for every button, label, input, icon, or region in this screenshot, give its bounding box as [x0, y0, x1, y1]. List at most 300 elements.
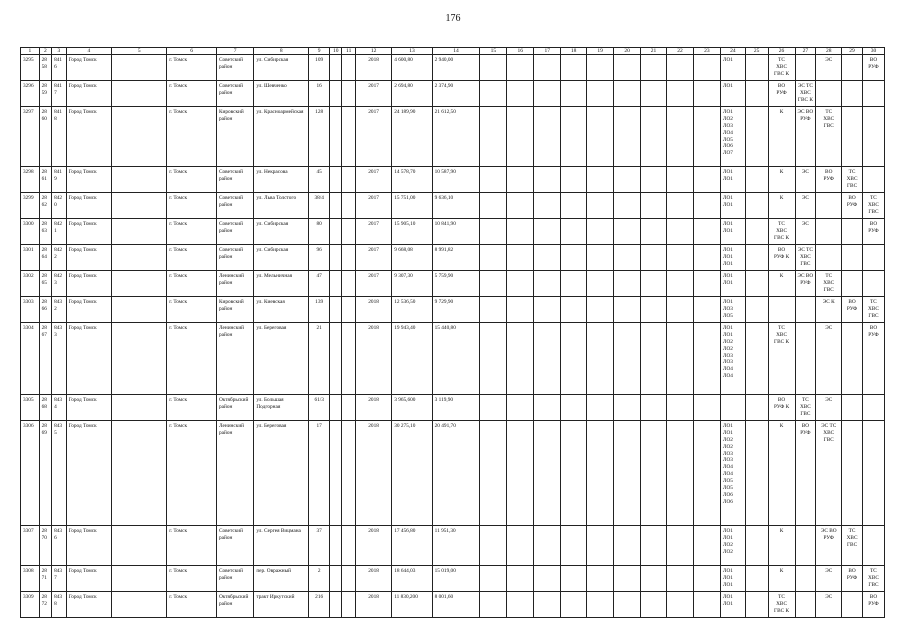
cell-col-1: 3296	[21, 81, 40, 107]
cell-col-30: ТС ХВС ГВС	[862, 566, 884, 592]
cell-col-15	[480, 55, 507, 81]
cell-col-17	[534, 323, 561, 395]
cell-col-8: пер. Овражный	[254, 566, 309, 592]
cell-col-18	[561, 271, 587, 297]
cell-col-1: 3301	[21, 245, 40, 271]
table-row	[21, 395, 885, 421]
cell-col-25	[745, 245, 768, 271]
cell-col-10	[330, 592, 342, 618]
cell-col-22	[666, 297, 693, 323]
cell-col-8: ул. Красноармейская	[254, 107, 309, 167]
table-row	[21, 421, 885, 526]
cell-col-21	[641, 421, 667, 526]
cell-col-26: ВО РУФ К	[768, 245, 795, 271]
cell-col-12: 2018	[355, 592, 391, 618]
cell-col-10	[330, 193, 342, 219]
cell-col-18	[561, 167, 587, 193]
cell-col-13: 4 600,80	[392, 55, 432, 81]
cell-col-26	[768, 297, 795, 323]
cell-col-14: 8 991,82	[432, 245, 480, 271]
column-header-9: 9	[309, 48, 330, 55]
cell-col-15	[480, 107, 507, 167]
cell-col-14: 3 119,90	[432, 395, 480, 421]
cell-col-24: ЛО1	[720, 55, 745, 81]
cell-col-13: 18 644,03	[392, 566, 432, 592]
cell-col-5	[112, 271, 167, 297]
cell-col-5	[112, 395, 167, 421]
cell-col-24: ЛО1 ЛО1 ЛО2 ЛО2	[720, 526, 745, 566]
cell-col-17	[534, 566, 561, 592]
cell-col-4: Город Томск	[66, 323, 112, 395]
cell-col-11	[342, 81, 355, 107]
cell-col-15	[480, 81, 507, 107]
cell-col-28	[816, 219, 842, 245]
cell-col-8: ул. Некрасова	[254, 167, 309, 193]
cell-col-24: ЛО1 ЛО1	[720, 167, 745, 193]
cell-col-19	[587, 297, 614, 323]
cell-col-15	[480, 245, 507, 271]
cell-col-27: ТС ХВС ГВС	[795, 395, 816, 421]
cell-col-22	[666, 55, 693, 81]
column-header-17: 17	[534, 48, 561, 55]
cell-col-12: 2018	[355, 566, 391, 592]
column-header-6: 6	[167, 48, 217, 55]
cell-col-17	[534, 297, 561, 323]
cell-col-14: 10 587,90	[432, 167, 480, 193]
cell-col-4: Город Томск	[66, 421, 112, 526]
cell-col-18	[561, 526, 587, 566]
cell-col-26: К	[768, 193, 795, 219]
cell-col-27	[795, 323, 816, 395]
cell-col-27: ЭС ТС ХВС ГВС	[795, 245, 816, 271]
cell-col-7: Кировский район	[216, 297, 253, 323]
cell-col-27	[795, 526, 816, 566]
cell-col-17	[534, 592, 561, 618]
cell-col-3: 8436	[52, 526, 67, 566]
cell-col-25	[745, 167, 768, 193]
cell-col-7: Советский район	[216, 566, 253, 592]
cell-col-21	[641, 167, 667, 193]
cell-col-20	[614, 167, 641, 193]
cell-col-2: 2863	[39, 219, 51, 245]
cell-col-5	[112, 592, 167, 618]
cell-col-16	[507, 81, 534, 107]
cell-col-12: 2018	[355, 323, 391, 395]
cell-col-26: ТС ХВС ГВС К	[768, 323, 795, 395]
cell-col-3: 8433	[52, 323, 67, 395]
column-header-7: 7	[216, 48, 253, 55]
cell-col-10	[330, 271, 342, 297]
cell-col-16	[507, 395, 534, 421]
cell-col-30: ТС ХВС ГВС	[862, 193, 884, 219]
cell-col-4: Город Томск	[66, 271, 112, 297]
cell-col-14: 2 940,00	[432, 55, 480, 81]
cell-col-24: ЛО1 ЛО1	[720, 271, 745, 297]
cell-col-4: Город Томск	[66, 297, 112, 323]
cell-col-7: Кировский район	[216, 107, 253, 167]
column-header-16: 16	[507, 48, 534, 55]
cell-col-15	[480, 297, 507, 323]
cell-col-17	[534, 421, 561, 526]
column-header-18: 18	[561, 48, 587, 55]
cell-col-7: Советский район	[216, 81, 253, 107]
column-header-4: 4	[66, 48, 112, 55]
cell-col-27	[795, 55, 816, 81]
cell-col-19	[587, 107, 614, 167]
cell-col-29: ТС ХВС ГВС	[842, 526, 863, 566]
cell-col-23	[693, 167, 720, 193]
cell-col-11	[342, 271, 355, 297]
cell-col-25	[745, 271, 768, 297]
cell-col-14: 10 841,90	[432, 219, 480, 245]
cell-col-24: ЛО1 ЛО1 ЛО1	[720, 245, 745, 271]
cell-col-30	[862, 526, 884, 566]
table-row	[21, 55, 885, 81]
cell-col-22	[666, 167, 693, 193]
cell-col-16	[507, 526, 534, 566]
cell-col-30: ВО РУФ	[862, 592, 884, 618]
cell-col-30: ВО РУФ	[862, 55, 884, 81]
cell-col-8: ул. Мельничная	[254, 271, 309, 297]
table-row	[21, 245, 885, 271]
cell-col-2: 2868	[39, 395, 51, 421]
cell-col-20	[614, 193, 641, 219]
cell-col-19	[587, 421, 614, 526]
cell-col-28: ТС ХВС ГВС	[816, 271, 842, 297]
cell-col-5	[112, 55, 167, 81]
cell-col-17	[534, 271, 561, 297]
cell-col-24: ЛО1 ЛО3 ЛО5	[720, 297, 745, 323]
cell-col-8: ул. Сибирская	[254, 55, 309, 81]
cell-col-29: ВО РУФ	[842, 297, 863, 323]
cell-col-29	[842, 421, 863, 526]
cell-col-15	[480, 592, 507, 618]
cell-col-25	[745, 81, 768, 107]
cell-col-29	[842, 107, 863, 167]
cell-col-15	[480, 271, 507, 297]
cell-col-11	[342, 55, 355, 81]
cell-col-19	[587, 526, 614, 566]
cell-col-14: 2 374,90	[432, 81, 480, 107]
cell-col-2: 2866	[39, 297, 51, 323]
cell-col-24: ЛО1	[720, 81, 745, 107]
cell-col-27	[795, 297, 816, 323]
cell-col-8: ул. Сибирская	[254, 219, 309, 245]
cell-col-13: 2 694,80	[392, 81, 432, 107]
cell-col-17	[534, 55, 561, 81]
cell-col-19	[587, 193, 614, 219]
cell-col-28: ТС ХВС ГВС	[816, 107, 842, 167]
cell-col-3: 8437	[52, 566, 67, 592]
cell-col-27: ЭС	[795, 193, 816, 219]
cell-col-19	[587, 81, 614, 107]
cell-col-21	[641, 297, 667, 323]
cell-col-16	[507, 566, 534, 592]
cell-col-20	[614, 107, 641, 167]
cell-col-7: Советский район	[216, 193, 253, 219]
cell-col-25	[745, 219, 768, 245]
cell-col-3: 8432	[52, 297, 67, 323]
cell-col-29: ТС ХВС ГВС	[842, 167, 863, 193]
cell-col-8: тракт Иркутский	[254, 592, 309, 618]
cell-col-22	[666, 219, 693, 245]
cell-col-14: 11 951,30	[432, 526, 480, 566]
cell-col-10	[330, 526, 342, 566]
cell-col-21	[641, 193, 667, 219]
cell-col-21	[641, 219, 667, 245]
column-header-14: 14	[432, 48, 480, 55]
cell-col-30	[862, 421, 884, 526]
cell-col-25	[745, 55, 768, 81]
cell-col-12: 2017	[355, 81, 391, 107]
cell-col-25	[745, 526, 768, 566]
cell-col-10	[330, 323, 342, 395]
cell-col-12: 2018	[355, 55, 391, 81]
cell-col-1: 3297	[21, 107, 40, 167]
cell-col-17	[534, 167, 561, 193]
cell-col-8: ул. Шевченко	[254, 81, 309, 107]
cell-col-1: 3303	[21, 297, 40, 323]
cell-col-19	[587, 271, 614, 297]
cell-col-28: ЭС К	[816, 297, 842, 323]
cell-col-2: 2870	[39, 526, 51, 566]
cell-col-9: 21	[309, 323, 330, 395]
cell-col-10	[330, 566, 342, 592]
cell-col-28: ВО РУФ	[816, 167, 842, 193]
cell-col-4: Город Томск	[66, 219, 112, 245]
cell-col-11	[342, 107, 355, 167]
cell-col-17	[534, 219, 561, 245]
cell-col-3: 8417	[52, 81, 67, 107]
table-row	[21, 526, 885, 566]
cell-col-20	[614, 592, 641, 618]
cell-col-13: 11 830,200	[392, 592, 432, 618]
cell-col-23	[693, 297, 720, 323]
cell-col-20	[614, 323, 641, 395]
cell-col-27	[795, 592, 816, 618]
cell-col-17	[534, 107, 561, 167]
cell-col-7: Советский район	[216, 55, 253, 81]
cell-col-7: Ленинский район	[216, 323, 253, 395]
cell-col-10	[330, 107, 342, 167]
table-row	[21, 297, 885, 323]
cell-col-11	[342, 566, 355, 592]
cell-col-7: Советский район	[216, 219, 253, 245]
register-table	[20, 47, 885, 618]
cell-col-5	[112, 526, 167, 566]
cell-col-9: 96	[309, 245, 330, 271]
cell-col-28: ЭС ВО РУФ	[816, 526, 842, 566]
cell-col-4: Город Томск	[66, 526, 112, 566]
cell-col-29: ВО РУФ	[842, 193, 863, 219]
cell-col-14: 15 019,00	[432, 566, 480, 592]
cell-col-21	[641, 245, 667, 271]
cell-col-25	[745, 592, 768, 618]
column-header-27: 27	[795, 48, 816, 55]
cell-col-14: 5 759,90	[432, 271, 480, 297]
cell-col-17	[534, 193, 561, 219]
cell-col-22	[666, 323, 693, 395]
cell-col-29	[842, 245, 863, 271]
cell-col-20	[614, 55, 641, 81]
cell-col-5	[112, 566, 167, 592]
column-header-19: 19	[587, 48, 614, 55]
cell-col-15	[480, 323, 507, 395]
cell-col-6: г. Томск	[167, 421, 217, 526]
cell-col-18	[561, 592, 587, 618]
column-header-10: 10	[330, 48, 342, 55]
cell-col-16	[507, 592, 534, 618]
cell-col-24: ЛО1 ЛО1	[720, 592, 745, 618]
cell-col-23	[693, 193, 720, 219]
column-header-5: 5	[112, 48, 167, 55]
cell-col-22	[666, 271, 693, 297]
cell-col-7: Ленинский район	[216, 421, 253, 526]
cell-col-10	[330, 81, 342, 107]
cell-col-29	[842, 81, 863, 107]
cell-col-16	[507, 55, 534, 81]
cell-col-5	[112, 193, 167, 219]
cell-col-30	[862, 167, 884, 193]
cell-col-7: Ленинский район	[216, 271, 253, 297]
cell-col-10	[330, 421, 342, 526]
cell-col-30: ВО РУФ	[862, 323, 884, 395]
cell-col-19	[587, 323, 614, 395]
cell-col-7: Советский район	[216, 245, 253, 271]
cell-col-13: 14 578,70	[392, 167, 432, 193]
cell-col-21	[641, 55, 667, 81]
cell-col-20	[614, 526, 641, 566]
cell-col-28: ЭС	[816, 592, 842, 618]
cell-col-11	[342, 526, 355, 566]
cell-col-18	[561, 566, 587, 592]
cell-col-8: ул. Льва Толстого	[254, 193, 309, 219]
cell-col-6: г. Томск	[167, 245, 217, 271]
cell-col-26: ТС ХВС ГВС К	[768, 592, 795, 618]
cell-col-24: ЛО1 ЛО2 ЛО3 ЛО4 ЛО5 ЛО6 ЛО7	[720, 107, 745, 167]
cell-col-10	[330, 297, 342, 323]
cell-col-15	[480, 193, 507, 219]
cell-col-19	[587, 219, 614, 245]
cell-col-18	[561, 395, 587, 421]
cell-col-21	[641, 323, 667, 395]
cell-col-9: 16	[309, 81, 330, 107]
cell-col-6: г. Томск	[167, 323, 217, 395]
cell-col-4: Город Томск	[66, 107, 112, 167]
column-header-11: 11	[342, 48, 355, 55]
cell-col-2: 2859	[39, 81, 51, 107]
cell-col-11	[342, 323, 355, 395]
cell-col-2: 2872	[39, 592, 51, 618]
cell-col-2: 2862	[39, 193, 51, 219]
cell-col-21	[641, 526, 667, 566]
column-header-25: 25	[745, 48, 768, 55]
cell-col-19	[587, 167, 614, 193]
cell-col-24: ЛО1 ЛО1 ЛО1	[720, 566, 745, 592]
column-header-29: 29	[842, 48, 863, 55]
column-header-23: 23	[693, 48, 720, 55]
cell-col-23	[693, 81, 720, 107]
cell-col-22	[666, 566, 693, 592]
cell-col-2: 2860	[39, 107, 51, 167]
cell-col-6: г. Томск	[167, 592, 217, 618]
cell-col-8: ул. Большая Подгорная	[254, 395, 309, 421]
cell-col-17	[534, 526, 561, 566]
cell-col-28: ЭС ТС ХВС ГВС	[816, 421, 842, 526]
cell-col-23	[693, 395, 720, 421]
table-row	[21, 107, 885, 167]
cell-col-1: 3300	[21, 219, 40, 245]
cell-col-26: ВО РУФ	[768, 81, 795, 107]
cell-col-16	[507, 219, 534, 245]
cell-col-8: ул. Береговая	[254, 421, 309, 526]
cell-col-7: Советский район	[216, 167, 253, 193]
cell-col-24: ЛО1 ЛО1	[720, 219, 745, 245]
cell-col-12: 2017	[355, 167, 391, 193]
cell-col-2: 2867	[39, 323, 51, 395]
cell-col-13: 24 189,90	[392, 107, 432, 167]
cell-col-26: К	[768, 421, 795, 526]
cell-col-17	[534, 395, 561, 421]
cell-col-21	[641, 395, 667, 421]
cell-col-11	[342, 297, 355, 323]
cell-col-10	[330, 167, 342, 193]
cell-col-4: Город Томск	[66, 81, 112, 107]
cell-col-30	[862, 107, 884, 167]
cell-col-1: 3302	[21, 271, 40, 297]
cell-col-4: Город Томск	[66, 566, 112, 592]
cell-col-19	[587, 55, 614, 81]
cell-col-27: ЭС ВО РУФ	[795, 107, 816, 167]
cell-col-21	[641, 271, 667, 297]
cell-col-30	[862, 245, 884, 271]
cell-col-27: ЭС ТС ХВС ГВС К	[795, 81, 816, 107]
cell-col-9: 38/4	[309, 193, 330, 219]
cell-col-3: 8435	[52, 421, 67, 526]
cell-col-23	[693, 55, 720, 81]
column-header-20: 20	[614, 48, 641, 55]
cell-col-5	[112, 81, 167, 107]
cell-col-6: г. Томск	[167, 297, 217, 323]
cell-col-27: ЭС	[795, 219, 816, 245]
cell-col-6: г. Томск	[167, 526, 217, 566]
cell-col-12: 2017	[355, 193, 391, 219]
cell-col-3: 8416	[52, 55, 67, 81]
cell-col-21	[641, 592, 667, 618]
cell-col-28: ЭС	[816, 323, 842, 395]
column-header-22: 22	[666, 48, 693, 55]
cell-col-3: 8423	[52, 271, 67, 297]
cell-col-16	[507, 167, 534, 193]
cell-col-21	[641, 107, 667, 167]
cell-col-11	[342, 421, 355, 526]
cell-col-22	[666, 193, 693, 219]
cell-col-19	[587, 395, 614, 421]
cell-col-23	[693, 592, 720, 618]
cell-col-9: 109	[309, 55, 330, 81]
cell-col-26: ВО РУФ К	[768, 395, 795, 421]
cell-col-18	[561, 107, 587, 167]
cell-col-10	[330, 395, 342, 421]
column-header-8: 8	[254, 48, 309, 55]
cell-col-12: 2018	[355, 526, 391, 566]
cell-col-25	[745, 421, 768, 526]
cell-col-3: 8438	[52, 592, 67, 618]
cell-col-12: 2017	[355, 245, 391, 271]
cell-col-28: ЭС	[816, 55, 842, 81]
cell-col-24	[720, 395, 745, 421]
cell-col-18	[561, 323, 587, 395]
